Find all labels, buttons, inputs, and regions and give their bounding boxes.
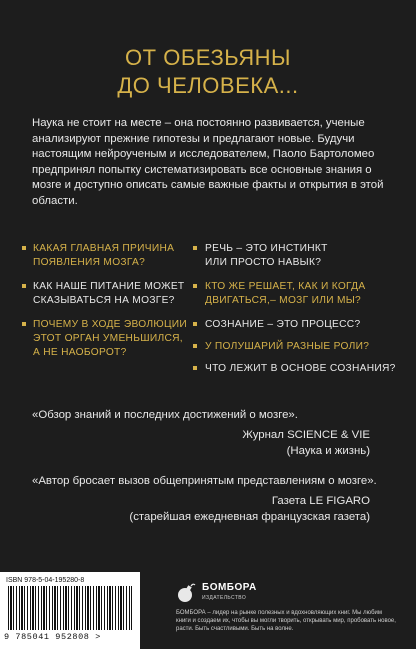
publisher-slogan: БОМБОРА – лидер на рынке полезных и вдохновляющих книг. Мы любим книги и создаем их, чтобы вы могли творить, открывать мир, пробовать новое, расти. Быть счастливыми. Быть на волне.	[176, 610, 396, 632]
question-line: ДВИГАТЬСЯ,– МОЗГ ИЛИ МЫ?	[205, 295, 362, 306]
bullet-marker	[193, 344, 197, 348]
question-line: А НЕ НАОБОРОТ?	[33, 347, 127, 358]
review-quote-1: «Обзор знаний и последних достижений о мозге».	[32, 409, 298, 421]
question-line: ЧТО ЛЕЖИТ В ОСНОВЕ СОЗНАНИЯ?	[205, 363, 396, 374]
publisher-name: БОМБОРА	[202, 582, 257, 593]
bullet-marker	[22, 246, 26, 250]
barcode-digits: 9 785041 952808 >	[4, 632, 101, 642]
bullet-marker	[193, 284, 197, 288]
bullet-marker	[22, 284, 26, 288]
review-source-1: Журнал SCIENCE & VIE	[242, 429, 370, 441]
question-line: ЭТОТ ОРГАН УМЕНЬШИЛСЯ,	[33, 333, 183, 344]
question-line: СКАЗЫВАТЬСЯ НА МОЗГЕ?	[33, 295, 175, 306]
question-line: У ПОЛУШАРИЙ РАЗНЫЕ РОЛИ?	[205, 341, 370, 352]
question-line: ПОЧЕМУ В ХОДЕ ЭВОЛЮЦИИ	[33, 319, 188, 330]
question-line: ПОЯВЛЕНИЯ МОЗГА?	[33, 257, 146, 268]
bullet-marker	[193, 322, 197, 326]
question-line: СОЗНАНИЕ – ЭТО ПРОЦЕСС?	[205, 319, 361, 330]
question-left-1	[33, 242, 174, 270]
question-left-3	[33, 318, 187, 360]
question-line: РЕЧЬ – ЭТО ИНСТИНКТ	[205, 243, 328, 254]
barcode-image	[8, 586, 132, 630]
intro-paragraph: Наука не стоит на месте – она постоянно развивается, ученые анализируют прежние гипотезы и предлагают новые. Будучи настоящим нейроученым и исследователем, Паоло Бартоломео предпринял попытку систематизировать все основные знания о мозге и доступно описать самые важные факты и открытия в этой области.	[32, 117, 384, 207]
barcode-panel	[0, 572, 140, 649]
bullet-marker	[22, 322, 26, 326]
title-line-1: ОТ ОБЕЗЬЯНЫ	[125, 45, 291, 70]
question-left-2	[33, 280, 184, 308]
book-title	[0, 44, 416, 100]
publisher-logo	[176, 583, 257, 603]
bullet-marker	[193, 366, 197, 370]
bomb-logo-icon	[176, 583, 196, 603]
question-line: КАКАЯ ГЛАВНАЯ ПРИЧИНА	[33, 243, 175, 254]
review-source-note-1: (Наука и жизнь)	[286, 445, 370, 457]
question-right-3	[205, 318, 360, 332]
review-quote-2: «Автор бросает вызов общепринятым представлениям о мозге».	[32, 475, 377, 487]
question-right-4	[205, 340, 369, 354]
question-right-5	[205, 362, 396, 376]
review-source-2: Газета LE FIGARO	[271, 495, 370, 507]
question-line: КАК НАШЕ ПИТАНИЕ МОЖЕТ	[33, 281, 185, 292]
bullet-marker	[193, 246, 197, 250]
title-line-2: ДО ЧЕЛОВЕКА...	[117, 73, 299, 98]
question-line: ИЛИ ПРОСТО НАВЫК?	[205, 257, 322, 268]
publisher-subtitle: ИЗДАТЕЛЬСТВО	[202, 595, 247, 601]
question-right-2	[205, 280, 365, 308]
question-line: КТО ЖЕ РЕШАЕТ, КАК И КОГДА	[205, 281, 366, 292]
question-right-1	[205, 242, 328, 270]
isbn-text: ISBN 978-5-04-195280-8	[6, 577, 85, 584]
review-source-note-2: (старейшая ежедневная французская газета)	[129, 511, 370, 523]
